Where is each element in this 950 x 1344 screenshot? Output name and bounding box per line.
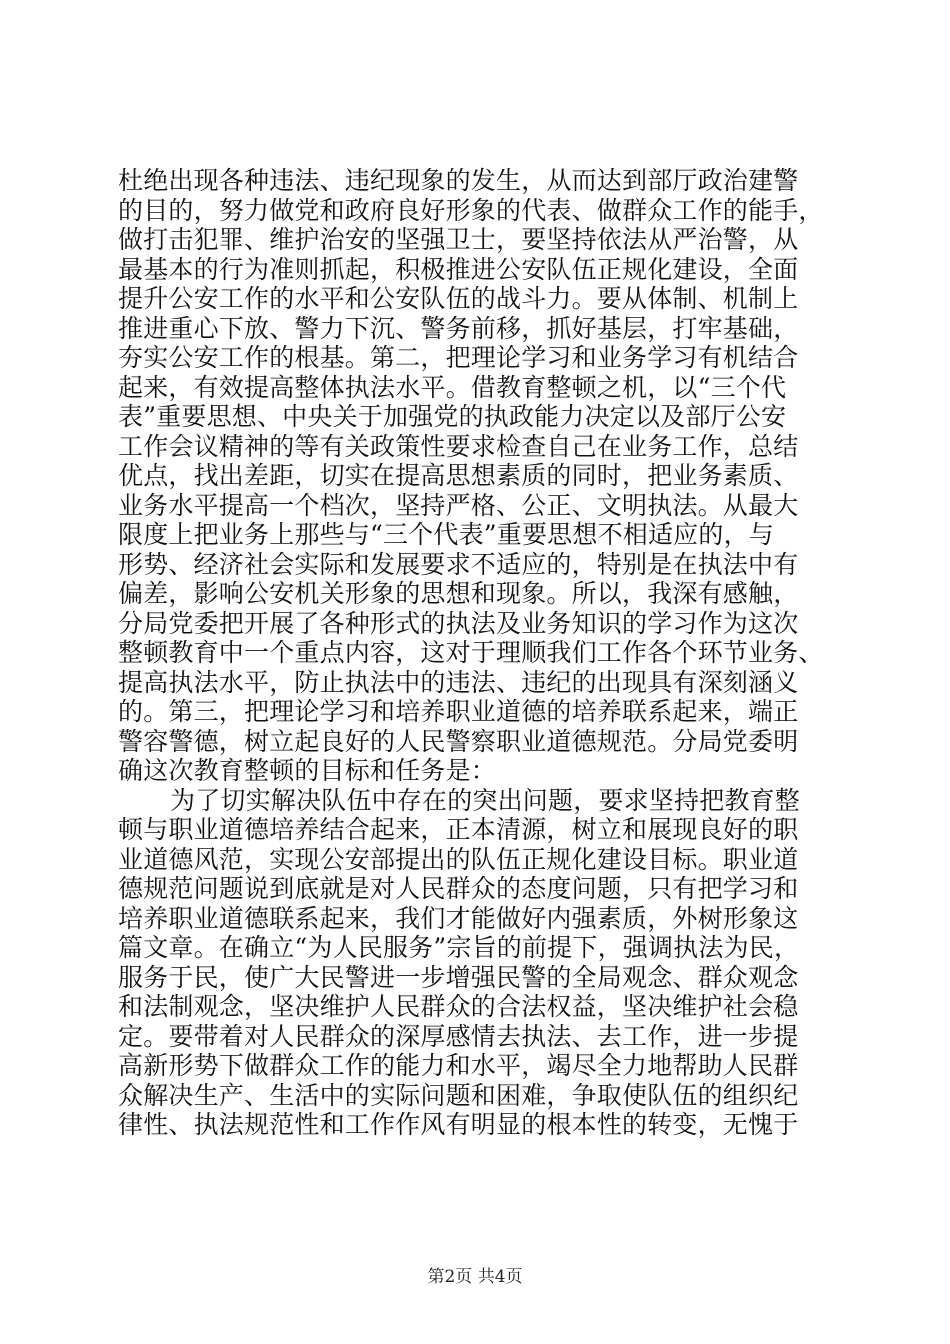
text-line: 确这次教育整顿的目标和任务是：	[118, 756, 497, 785]
text-line: 工作会议精神的等有关政策性要求检查自己在业务工作，总结	[118, 431, 799, 461]
text-line: 形势、经济社会实际和发展要求不适应的，特别是在执法中有	[118, 549, 799, 579]
paragraph-2	[118, 786, 858, 1140]
text-line: 推进重心下放、警力下沉、警务前移，抓好基层，打牢基础，	[118, 313, 799, 343]
text-line: 限度上把业务上那些与“三个代表”重要思想不相适应的，与	[118, 520, 774, 549]
text-line: 起来，有效提高整体执法水平。借教育整顿之机，以“三个代	[118, 372, 787, 402]
text-line: 的目的，努力做党和政府良好形象的代表、做群众工作的能手，	[118, 195, 824, 225]
body-text	[118, 166, 858, 1140]
text-line: 做打击犯罪、维护治安的坚强卫士，要坚持依法从严治警，从	[118, 225, 799, 254]
text-line: 为了切实解决队伍中存在的突出问题，要求坚持把教育整	[170, 785, 801, 815]
text-line: 定。要带着对人民群众的深厚感情去执法、去工作，进一步提	[118, 1021, 799, 1051]
text-line: 的。第三，把理论学习和培养职业道德的培养联系起来，端正	[118, 697, 799, 726]
text-line: 顿与职业道德培养结合起来，正本清源，树立和展现良好的职	[118, 815, 799, 844]
text-line: 业务水平提高一个档次，坚持严格、公正、文明执法。从最大	[118, 490, 799, 520]
text-line: 夯实公安工作的根基。第二，把理论学习和业务学习有机结合	[118, 343, 799, 372]
text-line: 服务于民，使广大民警进一步增强民警的全局观念、群众观念	[118, 962, 799, 992]
text-line: 高新形势下做群众工作的能力和水平，竭尽全力地帮助人民群	[118, 1051, 799, 1080]
text-line: 律性、执法规范性和工作作风有明显的根本性的转变，无愧于	[118, 1110, 799, 1139]
text-line: 提高执法水平，防止执法中的违法、违纪的出现具有深刻涵义	[118, 667, 799, 697]
text-line: 培养职业道德联系起来，我们才能做好内强素质，外树形象这	[118, 903, 799, 933]
text-line: 杜绝出现各种违法、违纪现象的发生，从而达到部厅政治建警	[118, 166, 799, 195]
text-line: 篇文章。在确立“为人民服务”宗旨的前提下，强调执法为民，	[118, 933, 800, 962]
text-line: 最基本的行为准则抓起，积极推进公安队伍正规化建设，全面	[118, 254, 799, 284]
text-line: 整顿教育中一个重点内容，这对于理顺我们工作各个环节业务、	[118, 638, 824, 667]
text-line: 业道德风范，实现公安部提出的队伍正规化建设目标。职业道	[118, 844, 799, 874]
text-line: 德规范问题说到底就是对人民群众的态度问题，只有把学习和	[118, 874, 799, 903]
text-line: 优点，找出差距，切实在提高思想素质的同时，把业务素质、	[118, 461, 799, 490]
paragraph-1	[118, 166, 858, 786]
text-line: 提升公安工作的水平和公安队伍的战斗力。要从体制、机制上	[118, 284, 799, 313]
text-line: 偏差，影响公安机关形象的思想和现象。所以，我深有感触，	[118, 579, 799, 608]
text-line: 分局党委把开展了各种形式的执法及业务知识的学习作为这次	[118, 608, 799, 638]
text-line: 警容警德，树立起良好的人民警察职业道德规范。分局党委明	[118, 726, 799, 756]
text-line: 和法制观念，坚决维护人民群众的合法权益，坚决维护社会稳	[118, 992, 799, 1021]
page-number-footer: 第2页 共4页	[427, 1267, 523, 1287]
text-line: 众解决生产、生活中的实际问题和困难，争取使队伍的组织纪	[118, 1080, 799, 1110]
text-line: 表”重要思想、中央关于加强党的执政能力决定以及部厅公安	[118, 402, 787, 431]
